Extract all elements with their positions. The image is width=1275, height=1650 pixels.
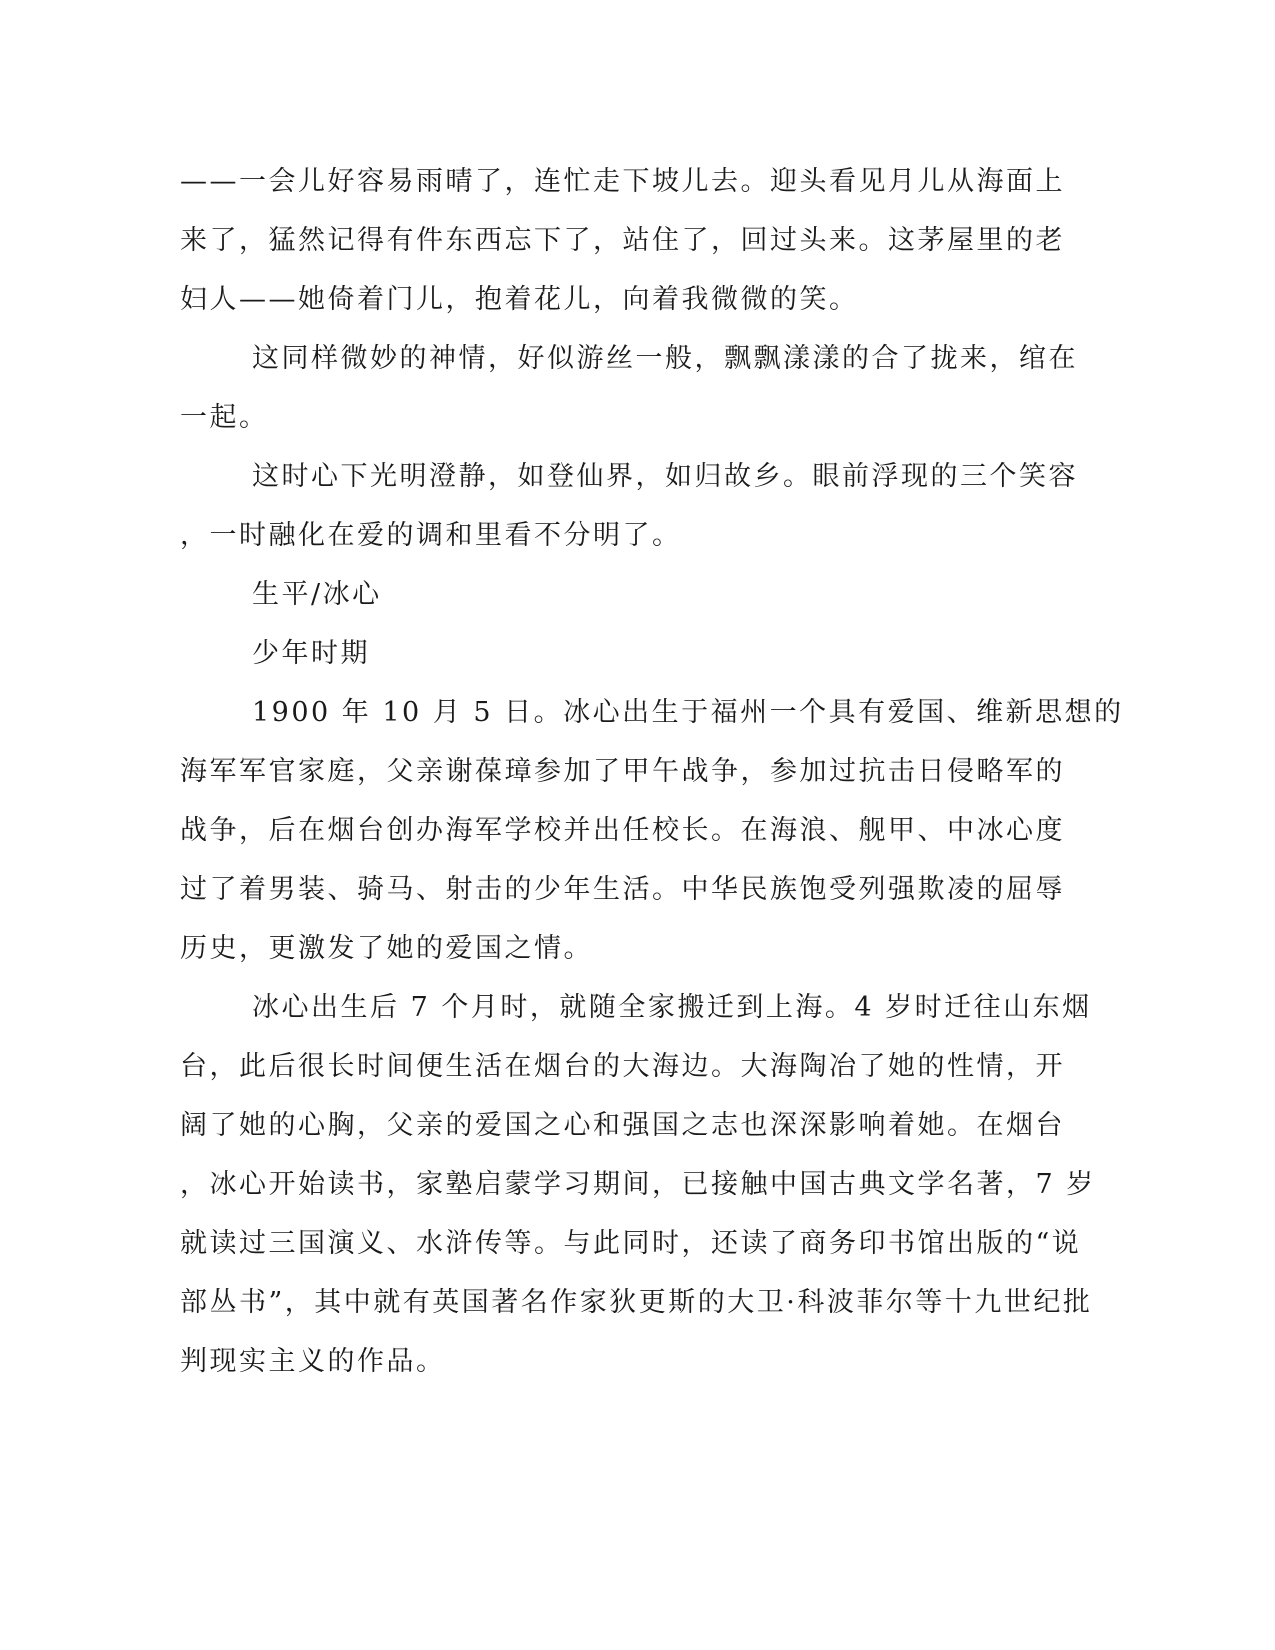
paragraph <box>180 978 1096 1391</box>
text-line: 阔了她的心胸，父亲的爱国之心和强国之志也深深影响着她。在烟台 <box>180 1110 1065 1141</box>
section-heading-youth <box>180 624 1040 683</box>
text-line: 一起。 <box>180 402 269 433</box>
paragraph <box>180 329 1078 447</box>
paragraph <box>180 447 1078 565</box>
text-line: 海军军官家庭，父亲谢葆璋参加了甲午战争，参加过抗击日侵略军的 <box>180 756 1065 787</box>
text-line: 少年时期 <box>252 638 370 669</box>
text-line: 战争，后在烟台创办海军学校并出任校长。在海浪、舰甲、中冰心度 <box>180 815 1065 846</box>
text-line: 历史，更激发了她的爱国之情。 <box>180 933 593 964</box>
text-line: 1900 年 10 月 5 日。冰心出生于福州一个具有爱国、维新思想的 <box>252 697 1124 728</box>
paragraph <box>180 152 1065 329</box>
text-line: 这同样微妙的神情，好似游丝一般，飘飘漾漾的合了拢来，绾在 <box>252 343 1078 374</box>
document-body <box>180 152 1124 1391</box>
text-line: 判现实主义的作品。 <box>180 1346 446 1377</box>
section-heading-biography <box>180 565 1040 624</box>
text-line: 过了着男装、骑马、射击的少年生活。中华民族饱受列强欺凌的屈辱 <box>180 874 1065 905</box>
text-line: 部丛书”，其中就有英国著名作家狄更斯的大卫·科波菲尔等十九世纪批 <box>180 1287 1093 1318</box>
text-line: 妇人——她倚着门儿，抱着花儿，向着我微微的笑。 <box>180 284 859 315</box>
text-line: 台，此后很长时间便生活在烟台的大海边。大海陶冶了她的性情，开 <box>180 1051 1065 1082</box>
text-line: ——一会儿好容易雨晴了，连忙走下坡儿去。迎头看见月儿从海面上 <box>180 166 1065 197</box>
text-line: 这时心下光明澄静，如登仙界，如归故乡。眼前浮现的三个笑容 <box>252 461 1078 492</box>
text-line: 冰心出生后 7 个月时，就随全家搬迁到上海。4 岁时迁往山东烟 <box>252 992 1092 1023</box>
text-line: 来了，猛然记得有件东西忘下了，站住了，回过头来。这茅屋里的老 <box>180 225 1065 256</box>
paragraph <box>180 683 1124 978</box>
text-line: ，冰心开始读书，家塾启蒙学习期间，已接触中国古典文学名著，7 岁 <box>180 1169 1096 1200</box>
text-line: ，一时融化在爱的调和里看不分明了。 <box>180 520 682 551</box>
text-line: 就读过三国演义、水浒传等。与此同时，还读了商务印书馆出版的“说 <box>180 1228 1082 1259</box>
text-line: 生平/冰心 <box>252 579 382 610</box>
